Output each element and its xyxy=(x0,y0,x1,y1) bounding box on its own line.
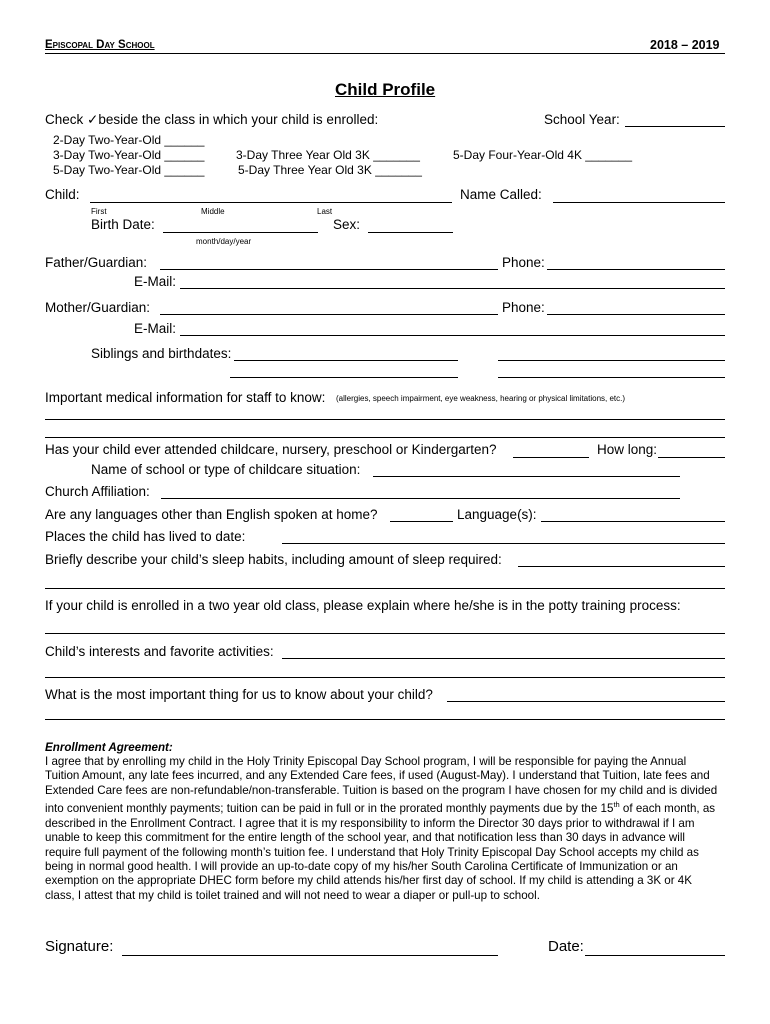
church-label: Church Affiliation: xyxy=(45,484,150,499)
mother-field[interactable] xyxy=(160,314,498,315)
last-hint: Last xyxy=(317,207,333,216)
school-name: Episcopal Day School xyxy=(45,39,155,51)
signature-field[interactable] xyxy=(122,955,498,956)
sex-label: Sex: xyxy=(333,217,361,232)
interests-field[interactable] xyxy=(282,658,725,659)
school-name-label: Name of school or type of childcare situation: xyxy=(91,462,361,477)
father-field[interactable] xyxy=(160,269,498,270)
father-email-label: E-Mail: xyxy=(134,274,177,289)
interests-field[interactable] xyxy=(45,677,725,678)
important-field[interactable] xyxy=(45,719,725,720)
siblings-label: Siblings and birthdates: xyxy=(91,346,232,361)
agreement-text-part: I agree that by enrolling my child in the Holy Trinity Episcopal Day School program, I will be responsible for paying the Annual Tuition Amount, any late fees incurred, and any Extended Care fees, if used (August-May). I understand that Tuition, late fees and Extended Care fees are non-refundable/non-transferable. Tuition is based on the program I have chosen for my child and is divided into convenient monthly payments; tuition can be paid in full or in the prorated monthly payments due by the 15 xyxy=(45,755,718,816)
sleep-label: Briefly describe your child’s sleep habits, including amount of sleep required: xyxy=(45,552,502,567)
father-phone-label: Phone: xyxy=(502,255,545,270)
mother-email-field[interactable] xyxy=(180,335,725,336)
birth-date-field[interactable] xyxy=(163,232,318,233)
how-long-field[interactable] xyxy=(658,457,725,458)
church-field[interactable] xyxy=(161,498,680,499)
important-field[interactable] xyxy=(447,701,725,702)
mother-phone-label: Phone: xyxy=(502,300,545,315)
languages-question: Are any languages other than English spoken at home? xyxy=(45,507,378,522)
page-title: Child Profile xyxy=(335,80,436,99)
siblings-field[interactable] xyxy=(230,377,458,378)
childcare-question: Has your child ever attended childcare, nursery, preschool or Kindergarten? xyxy=(45,442,497,457)
class-option[interactable]: 5-Day Four-Year-Old 4K _______ xyxy=(453,148,632,162)
child-name-field[interactable] xyxy=(90,202,452,203)
school-year-range: 2018 – 2019 xyxy=(650,38,720,52)
child-label: Child: xyxy=(45,187,80,202)
header-rule xyxy=(45,53,725,54)
medical-note: (allergies, speech impairment, eye weakness, hearing or physical limitations, etc.) xyxy=(336,394,626,403)
name-called-label: Name Called: xyxy=(460,187,542,202)
agreement-text xyxy=(45,755,721,903)
places-label: Places the child has lived to date: xyxy=(45,529,246,544)
agreement-text-part: of each month, as described in the Enrollment Contract. I agree that it is my responsibility to inform the Director 30 days prior to withdrawal if I am unable to keep this commitment for the entire length of the school year, and that notification less than 30 days in advance will require full payment of the following month’s tuition fee. I understand that Holy Trinity Episcopal Day School accepts my child as being in normal good health. I will provide an up-to-date copy of my his/her South Carolina Certificate of Immunization or an exemption on the appropriate DHEC form before my child attends his/her first day of school. If my child is attending a 3K or 4K class, I attest that my child is toilet trained and will not need to wear a diaper or pull-up to school. xyxy=(45,802,716,902)
middle-hint: Middle xyxy=(201,207,225,216)
sex-field[interactable] xyxy=(368,232,453,233)
childcare-answer-field[interactable] xyxy=(513,457,589,458)
siblings-field[interactable] xyxy=(498,377,725,378)
medical-field[interactable] xyxy=(45,419,725,420)
interests-label: Child’s interests and favorite activities: xyxy=(45,644,274,659)
birth-date-label: Birth Date: xyxy=(91,217,155,232)
father-phone-field[interactable] xyxy=(547,269,725,270)
siblings-field[interactable] xyxy=(498,360,725,361)
medical-label: Important medical information for staff to know: xyxy=(45,390,326,405)
class-option[interactable]: 3-Day Three Year Old 3K _______ xyxy=(236,148,420,162)
class-instruction: Check ✓beside the class in which your child is enrolled: xyxy=(45,112,379,127)
school-year-label: School Year: xyxy=(544,112,620,127)
father-email-field[interactable] xyxy=(180,288,725,289)
how-long-label: How long: xyxy=(597,442,658,457)
class-option[interactable]: 5-Day Three Year Old 3K _______ xyxy=(238,163,422,177)
superscript-th: th xyxy=(613,800,620,810)
language-label: Language(s): xyxy=(457,507,537,522)
father-label: Father/Guardian: xyxy=(45,255,148,270)
class-option[interactable]: 5-Day Two-Year-Old ______ xyxy=(53,163,205,177)
potty-question: If your child is enrolled in a two year old class, please explain where he/she is in the potty training process: xyxy=(45,598,681,613)
siblings-field[interactable] xyxy=(234,360,458,361)
important-question: What is the most important thing for us to know about your child? xyxy=(45,687,433,702)
language-field[interactable] xyxy=(541,521,725,522)
sleep-field[interactable] xyxy=(518,566,725,567)
signature-label: Signature: xyxy=(45,938,114,955)
mother-email-label: E-Mail: xyxy=(134,321,177,336)
languages-answer-field[interactable] xyxy=(390,521,453,522)
class-option[interactable]: 2-Day Two-Year-Old ______ xyxy=(53,133,205,147)
date-label: Date: xyxy=(548,938,584,955)
date-format-hint: month/day/year xyxy=(196,237,252,246)
name-called-field[interactable] xyxy=(553,202,725,203)
first-hint: First xyxy=(91,207,107,216)
medical-field[interactable] xyxy=(45,437,725,438)
places-field[interactable] xyxy=(282,543,725,544)
date-field[interactable] xyxy=(585,955,725,956)
potty-field[interactable] xyxy=(45,633,725,634)
sleep-field[interactable] xyxy=(45,588,725,589)
agreement-heading: Enrollment Agreement: xyxy=(45,741,173,754)
school-name-field[interactable] xyxy=(373,476,680,477)
class-option[interactable]: 3-Day Two-Year-Old ______ xyxy=(53,148,205,162)
mother-phone-field[interactable] xyxy=(547,314,725,315)
school-year-field[interactable] xyxy=(625,126,725,127)
mother-label: Mother/Guardian: xyxy=(45,300,151,315)
